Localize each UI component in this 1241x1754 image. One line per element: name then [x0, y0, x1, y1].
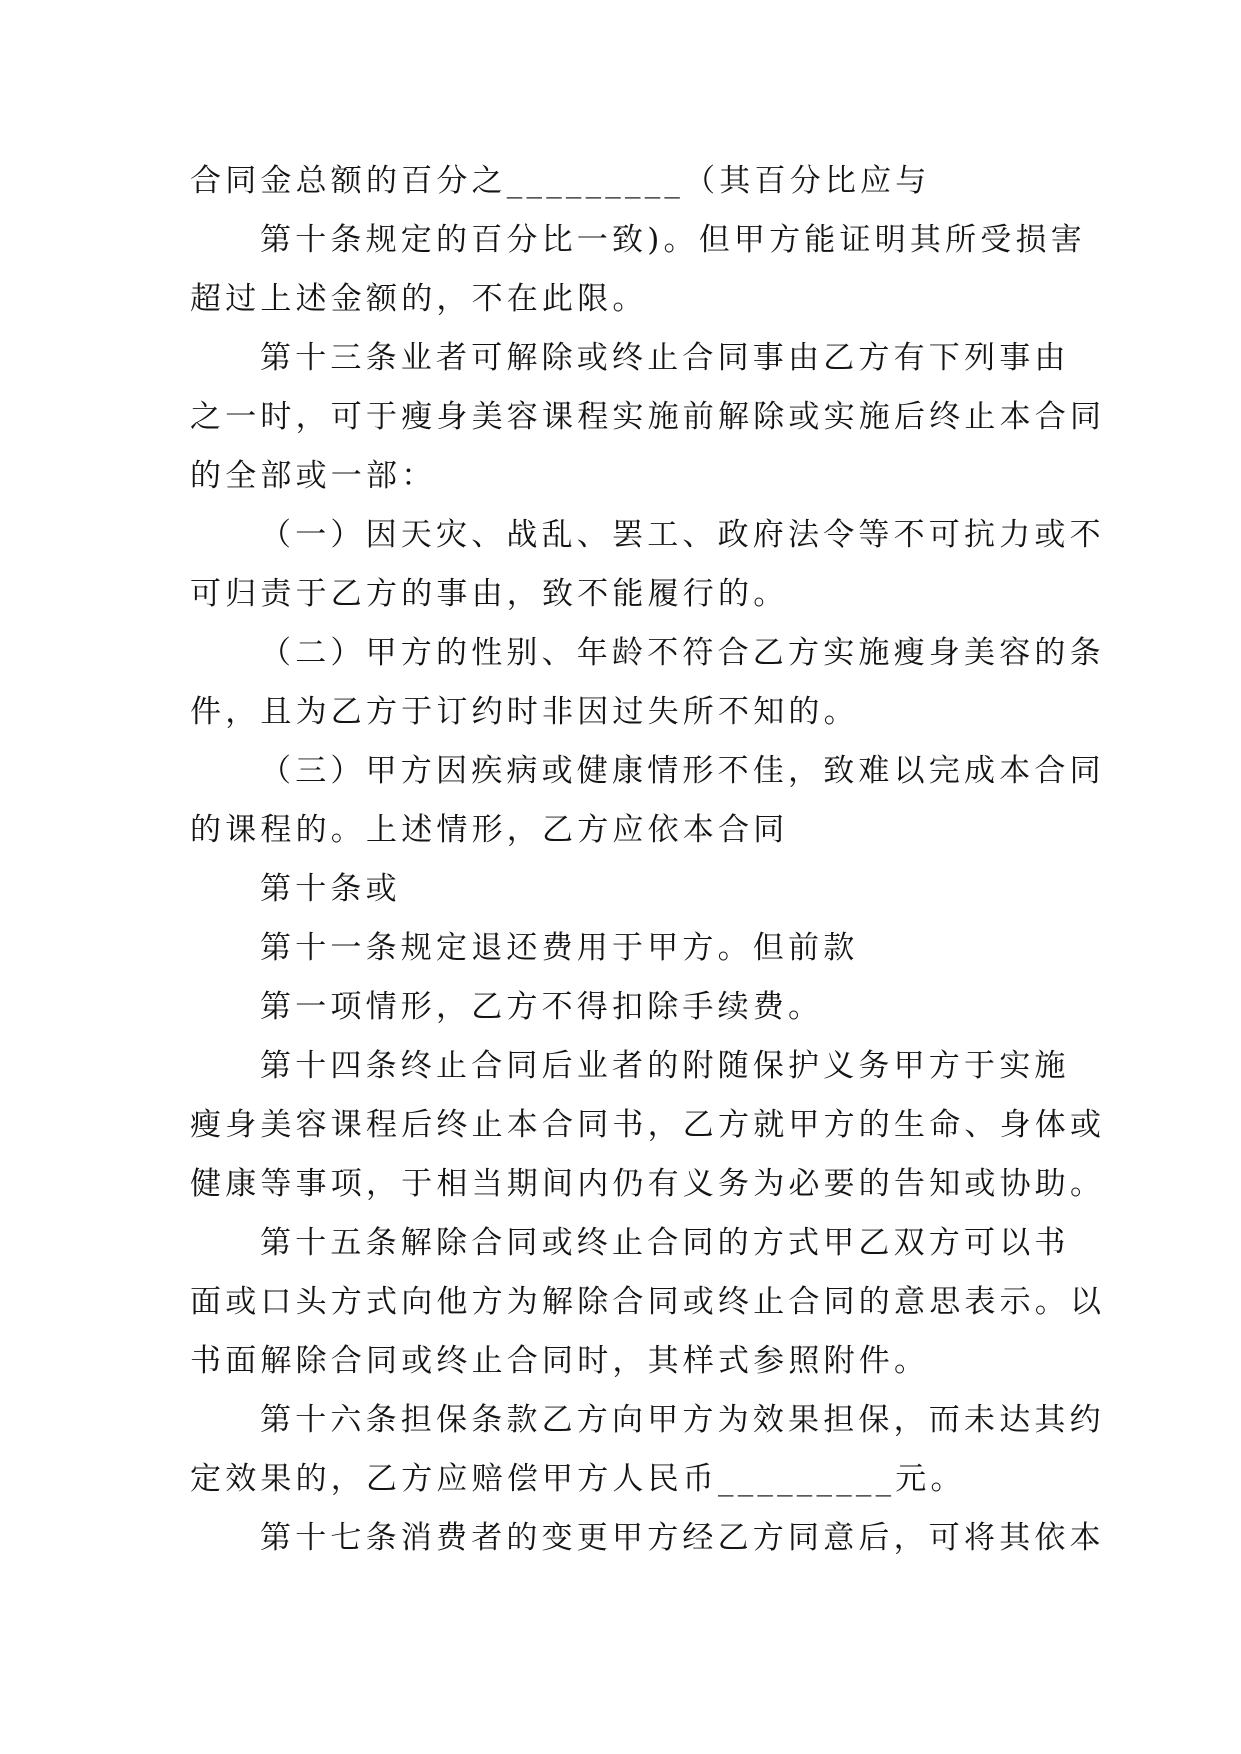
text-line-22: 第十六条担保条款乙方向甲方为效果担保，而未达其约 — [260, 1402, 1105, 1438]
document-body — [190, 152, 1106, 1568]
text-line-15: 第一项情形，乙方不得扣除手续费。 — [260, 989, 824, 1025]
text-line-1: 合同金总额的百分之_________（其百分比应与 — [190, 163, 931, 199]
text-line-14: 第十一条规定退还费用于甲方。但前款 — [260, 930, 859, 966]
text-line-23: 定效果的，乙方应赔偿甲方人民币_________元。 — [190, 1461, 966, 1497]
text-line-19: 第十五条解除合同或终止合同的方式甲乙双方可以书 — [260, 1225, 1070, 1261]
text-line-17: 瘦身美容课程后终止本合同书，乙方就甲方的生命、身体或 — [190, 1107, 1106, 1143]
text-line-2: 第十条规定的百分比一致)。但甲方能证明其所受损害 — [260, 222, 1086, 258]
text-line-18: 健康等事项，于相当期间内仍有义务为必要的告知或协助。 — [190, 1166, 1106, 1202]
text-line-7: （一）因天灾、战乱、罢工、政府法令等不可抗力或不 — [260, 517, 1105, 553]
text-line-9: （二）甲方的性别、年龄不符合乙方实施瘦身美容的条 — [260, 635, 1105, 671]
text-line-10: 件，且为乙方于订约时非因过失所不知的。 — [190, 694, 859, 730]
text-line-8: 可归责于乙方的事由，致不能履行的。 — [190, 576, 789, 612]
text-line-6: 的全部或一部： — [190, 458, 437, 494]
text-line-4: 第十三条业者可解除或终止合同事由乙方有下列事由 — [260, 340, 1070, 376]
text-line-12: 的课程的。上述情形，乙方应依本合同 — [190, 812, 789, 848]
text-line-21: 书面解除合同或终止合同时，其样式参照附件。 — [190, 1343, 930, 1379]
text-line-3: 超过上述金额的，不在此限。 — [190, 281, 648, 317]
text-line-16: 第十四条终止合同后业者的附随保护义务甲方于实施 — [260, 1048, 1070, 1084]
text-line-24: 第十七条消费者的变更甲方经乙方同意后，可将其依本 — [260, 1520, 1105, 1556]
text-line-11: （三）甲方因疾病或健康情形不佳，致难以完成本合同 — [260, 753, 1105, 789]
text-line-5: 之一时，可于瘦身美容课程实施前解除或实施后终止本合同 — [190, 399, 1106, 435]
text-line-20: 面或口头方式向他方为解除合同或终止合同的意思表示。以 — [190, 1284, 1106, 1320]
text-line-13: 第十条或 — [260, 871, 401, 907]
